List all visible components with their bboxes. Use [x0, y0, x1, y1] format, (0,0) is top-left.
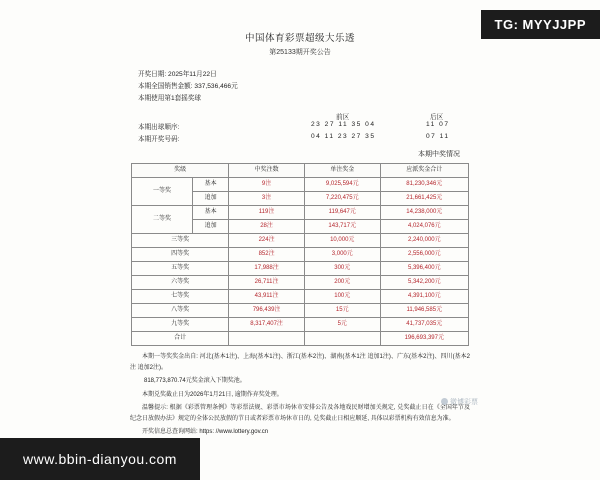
cell-count: 796,439注 [229, 304, 305, 318]
cell-level: 合计 [132, 332, 229, 346]
lottery-announcement [96, 30, 504, 441]
cell-total: 5,396,400元 [380, 262, 468, 276]
note-first-prize-origin: 本期一等奖奖金出自: 河北(基本1注)、上海(基本1注)、浙江(基本2注)、湖南(基本1注 追加1注)、广东(基本2注)、四川(基本2注 追加2注)。 [130, 354, 470, 371]
winning-number-label: 本期开奖号码: [138, 136, 180, 143]
weibo-watermark [441, 397, 478, 407]
cell-total: 2,240,000元 [380, 234, 468, 248]
ball-set: 本期使用第1套摇奖球 [138, 95, 202, 102]
cell-level: 四等奖 [132, 248, 229, 262]
winning-number-row [96, 133, 504, 145]
watermark-label: 微博彩票 [450, 398, 478, 406]
th-count: 中奖注数 [229, 164, 305, 178]
tg-badge: TG: MYYJJPP [481, 10, 600, 39]
table-row [132, 206, 469, 220]
table-row [132, 318, 469, 332]
table-row [132, 304, 469, 318]
note-reminder: 温馨提示: 根据《彩票管理条例》等彩票法规、彩票市场休市安排公告及各地戏民财增加关规定, 兑奖截止日在《全国年节及纪念日放假办法》规定的全体公民放假的节日或者彩票市场休市日的, 兑奖截止日相应顺延, 具体以彩票机构有效信息为准。 [130, 405, 470, 422]
cell-count: 8,317,407注 [229, 318, 305, 332]
draw-date: 开奖日期: 2025年11月22日 [138, 71, 217, 78]
cell-level: 六等奖 [132, 276, 229, 290]
cell-total: 41,737,035元 [380, 318, 468, 332]
cell-total: 196,693,397元 [380, 332, 468, 346]
draw-order-back: 11 07 [426, 121, 450, 128]
note-official-site: 开奖信息总查询网站: https: //www.lottery.gov.cn [142, 429, 269, 435]
cell-level: 一等奖 [132, 178, 193, 206]
cell-level: 七等奖 [132, 290, 229, 304]
th-unit: 单注奖金 [304, 164, 380, 178]
cell-count: 9注 [229, 178, 305, 192]
cell-count [229, 332, 305, 346]
table-header-row [132, 164, 469, 178]
cell-count: 28注 [229, 220, 305, 234]
cell-total: 21,661,425元 [380, 192, 468, 206]
cell-count: 26,711注 [229, 276, 305, 290]
table-row [132, 262, 469, 276]
cell-unit: 5元 [304, 318, 380, 332]
cell-level: 五等奖 [132, 262, 229, 276]
cell-sub: 追加 [193, 192, 229, 206]
cell-count: 43,911注 [229, 290, 305, 304]
cell-unit: 143,717元 [304, 220, 380, 234]
prize-section-title: 本期中奖情况 [418, 151, 460, 158]
weibo-icon [441, 398, 448, 405]
cell-unit: 100元 [304, 290, 380, 304]
page-subtitle: 第25133期开奖公告 [269, 49, 331, 56]
th-total: 应派奖金合计 [380, 164, 468, 178]
site-url-bar: www.bbin-dianyou.com [0, 438, 200, 480]
cell-unit: 3,000元 [304, 248, 380, 262]
cell-unit: 300元 [304, 262, 380, 276]
cell-unit [304, 332, 380, 346]
cell-count: 17,988注 [229, 262, 305, 276]
cell-unit: 119,647元 [304, 206, 380, 220]
cell-level: 九等奖 [132, 318, 229, 332]
draw-order-row [96, 121, 504, 133]
cell-total: 4,024,076元 [380, 220, 468, 234]
page-title: 中国体育彩票超级大乐透 [244, 33, 355, 44]
national-sales: 本期全国销售金额: 337,536,466元 [138, 83, 238, 90]
winning-number-back: 07 11 [426, 133, 450, 140]
cell-sub: 基本 [193, 178, 229, 192]
cell-total: 14,238,000元 [380, 206, 468, 220]
note-rollover: 818,773,870.74元奖金滚入下期奖池。 [144, 378, 246, 384]
cell-total: 81,230,346元 [380, 178, 468, 192]
cell-total: 5,342,200元 [380, 276, 468, 290]
cell-count: 852注 [229, 248, 305, 262]
back-zone-label: 后区 [430, 114, 444, 121]
cell-count: 3注 [229, 192, 305, 206]
cell-level: 八等奖 [132, 304, 229, 318]
cell-unit: 15元 [304, 304, 380, 318]
cell-count: 119注 [229, 206, 305, 220]
cell-count: 224注 [229, 234, 305, 248]
prize-table [131, 163, 469, 346]
cell-unit: 200元 [304, 276, 380, 290]
cell-level: 二等奖 [132, 206, 193, 234]
cell-sub: 追加 [193, 220, 229, 234]
front-zone-label: 前区 [336, 114, 350, 121]
draw-order-label: 本期出球顺序: [138, 124, 180, 131]
zone-headers [96, 111, 504, 121]
cell-total: 2,556,000元 [380, 248, 468, 262]
cell-total: 4,391,100元 [380, 290, 468, 304]
cell-unit: 10,000元 [304, 234, 380, 248]
cell-unit: 7,220,475元 [304, 192, 380, 206]
winning-number-front: 04 11 23 27 35 [311, 133, 376, 140]
cell-total: 11,946,585元 [380, 304, 468, 318]
draw-info [96, 69, 504, 105]
table-row [132, 178, 469, 192]
table-row [132, 248, 469, 262]
cell-unit: 9,025,594元 [304, 178, 380, 192]
note-claim-deadline: 本期兑奖截止日为2026年1月21日, 逾期作弃奖处理。 [142, 391, 283, 398]
cell-level: 三等奖 [132, 234, 229, 248]
th-level: 奖级 [132, 164, 229, 178]
table-row [132, 234, 469, 248]
table-total-row [132, 332, 469, 346]
notes-block [96, 352, 504, 438]
cell-sub: 基本 [193, 206, 229, 220]
table-row [132, 290, 469, 304]
table-row [132, 276, 469, 290]
draw-order-front: 23 27 11 35 04 [311, 121, 376, 128]
